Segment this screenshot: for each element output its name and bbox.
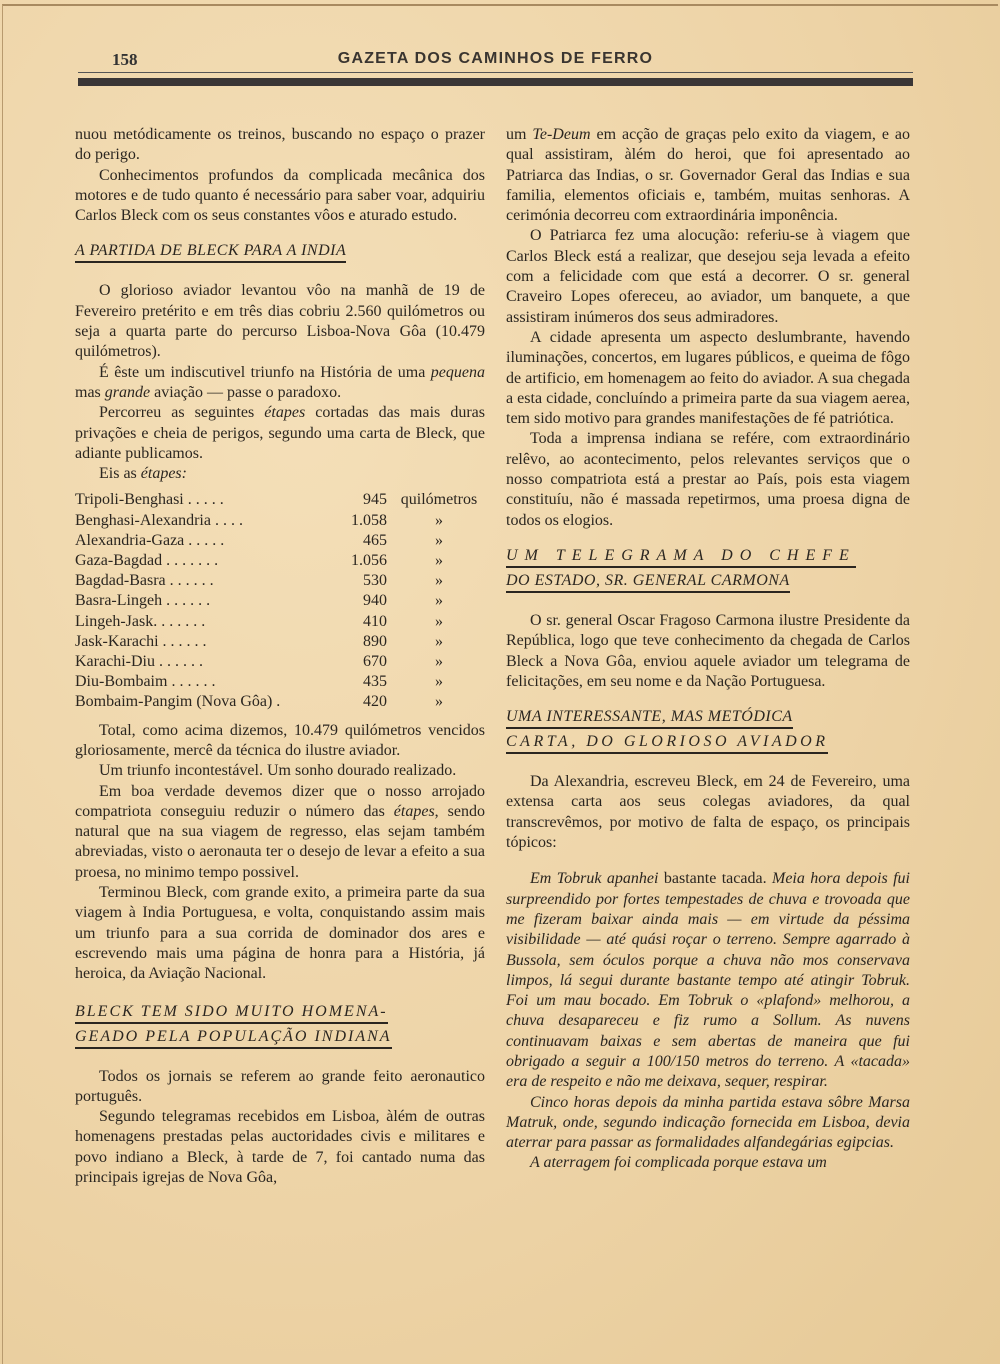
header-rule-thin: [78, 72, 913, 73]
stage-km: 945: [363, 491, 387, 509]
paragraph: [506, 125, 910, 226]
paragraph: Da Alexandria, escreveu Bleck, em 24 de Fevereiro, uma extensa carta aos seus colegas aviadores, da qual transcrevêmos, por motivo de falta de espaço, os principais tópicos:: [506, 773, 910, 852]
text: Em boa verdade devemos dizer que o nosso arrojado compatriota conseguiu reduzir o número das: [75, 782, 485, 820]
page-header: [78, 48, 913, 88]
paragraph: nuou metódicamente os treinos, buscando no espaço o prazer do perigo.: [75, 126, 485, 164]
section-heading-text: GEADO PELA POPULAÇÃO INDIANA: [75, 1026, 392, 1049]
table-row: [75, 672, 485, 692]
stage-route: Tripoli-Benghasi . . . . .: [75, 491, 224, 509]
left-column: [75, 125, 485, 1188]
stage-km: 890: [363, 632, 387, 650]
text: É êste um indiscutivel triunfo na História de uma: [99, 363, 431, 381]
stage-route: Bombaim-Pangim (Nova Gôa) .: [75, 693, 281, 711]
stage-unit: »: [435, 511, 443, 529]
emphasis: Te-Deum: [532, 126, 591, 143]
paragraph: A aterragem foi complicada porque estava um: [530, 1154, 827, 1172]
paragraph: [75, 403, 485, 464]
paragraph: Toda a imprensa indiana se refére, com extraordinário relêvo, ao acontecimento, pelos relevantes serviços que o nosso compatriota está a prestar ao País, pois esta viagem constituíu, não é massada repetirmos, uma proesa digna de todos os elogios.: [506, 430, 910, 529]
table-row: [75, 551, 485, 571]
stages-table: [75, 490, 485, 712]
stage-unit: quilómetros: [400, 491, 478, 509]
stage-km: 465: [363, 531, 387, 549]
stage-unit: »: [435, 552, 443, 570]
stage-route: Benghasi-Alexandria . . . .: [75, 511, 243, 529]
paragraph: O sr. general Oscar Fragoso Carmona ilustre Presidente da República, logo que teve conhecimento da chegada de Carlos Bleck a Nova Gôa, enviou aquele aviador um telegrama de felicitações, em seu nome e da Nação Portuguesa.: [506, 611, 910, 690]
section-heading-text: DO ESTADO, SR. GENERAL CARMONA: [506, 570, 790, 593]
stage-km: 435: [363, 673, 387, 691]
paragraph: Cinco horas depois da minha partida estava sôbre Marsa Matruk, onde, segundo indicação fornecida em Lisboa, devia aterrar para passar as formalidades alfandegárias egipcias.: [506, 1093, 910, 1152]
stage-route: Jask-Karachi . . . . . .: [75, 632, 207, 650]
table-row: [75, 511, 485, 531]
stage-unit: »: [435, 612, 443, 630]
right-column: [506, 125, 910, 1174]
text: Eis as: [99, 465, 141, 483]
section-heading-partida: [75, 240, 485, 263]
text: , sendo natural que na sua viagem de regresso, elas sejam também abreviadas, visto o aeronauta ter o desejo de levar a efeito a sua proesa, no minimo tempo possivel.: [75, 802, 485, 881]
emphasis: grande: [104, 383, 151, 401]
text: cortadas das mais duras privações e cheia de perigos, segundo uma carta de Bleck, que adiante publicamos.: [75, 404, 485, 462]
emphasis: étapes: [264, 404, 306, 422]
stage-unit: »: [435, 693, 443, 711]
stage-km: 420: [363, 693, 387, 711]
letter-excerpt: [506, 869, 910, 1173]
stage-km: 940: [363, 592, 387, 610]
stage-km: 530: [363, 572, 387, 590]
stage-route: Alexandria-Gaza . . . . .: [75, 531, 225, 549]
emphasis: étapes: [393, 802, 435, 820]
text: aviação — passe o paradoxo.: [150, 383, 342, 401]
masthead-title: GAZETA DOS CAMINHOS DE FERRO: [337, 50, 654, 67]
section-heading-text: UM TELEGRAMA DO CHEFE: [506, 545, 856, 568]
stage-route: Gaza-Bagdad . . . . . . .: [75, 552, 219, 570]
section-heading-text: A PARTIDA DE BLECK PARA A INDIA: [75, 240, 346, 263]
paragraph: [75, 464, 485, 484]
table-row: [75, 632, 485, 652]
text: um: [506, 126, 533, 143]
paragraph: [75, 782, 485, 883]
section-heading-homenageado: [75, 1001, 485, 1049]
stage-route: Basra-Lingeh . . . . . .: [75, 592, 211, 610]
stage-unit: »: [435, 572, 443, 590]
stage-route: Lingeh-Jask. . . . . . .: [75, 612, 206, 630]
paragraph: Segundo telegramas recebidos em Lisboa, àlém de outras homenagens prestadas pelas auctoridades civis e militares e povo indiano a Bleck, à tarde de 7, foi cantado numa das principais igrejas de Nova Gôa,: [75, 1108, 485, 1187]
stage-unit: »: [435, 673, 443, 691]
text: mas: [75, 383, 105, 401]
paragraph: Um triunfo incontestável. Um sonho dourado realizado.: [99, 762, 457, 780]
stage-km: 1.058: [351, 511, 387, 529]
stage-unit: »: [435, 531, 443, 549]
paragraph: Todos os jornais se referem ao grande feito aeronautico português.: [75, 1067, 485, 1105]
stage-unit: »: [435, 592, 443, 610]
paragraph: O Patriarca fez uma alocução: referiu-se à viagem que Carlos Bleck está a realizar, que desejou seja levada a efeito com a felicidade com que está a decorrer. O sr. general Craveiro Lopes ofereceu, ao aviador, um banquete, a que assistiram inúmeros dos seus admiradores.: [506, 227, 910, 326]
table-row: [75, 490, 485, 510]
stage-unit: »: [435, 653, 443, 671]
table-row: [75, 652, 485, 672]
stage-km: 1.056: [351, 552, 387, 570]
text: bastante tacada.: [658, 870, 772, 888]
paragraph: [506, 869, 910, 1092]
stage-unit: »: [435, 632, 443, 650]
table-row: [75, 692, 485, 712]
section-heading-text: BLECK TEM SIDO MUITO HOMENA-: [75, 1001, 388, 1024]
emphasis: Meia hora depois fui surpreendido por fortes tempestades de chuva e trovoada que me fizeram baixar ainda mais — em virtude da péssima visibilidade — até quási roçar o terreno. Sempre agarrado à Bussola, sem óculos porque a chuva não mos conservava limpos, lá segui durante bastante tempo até atingir Tobruk. Foi um mau bocado. Em Tobruk o «plafond» melhorou, a chuva desapareceu e fiz rumo a Sollum. As nuvens continuavam baixas e sem abertas de maneira que fui obrigado a seguir a 100/150 metros do terreno. A «tacada» era de respeito e não me deixava, sequer, respirar.: [506, 870, 910, 1091]
table-row: [75, 531, 485, 551]
stage-km: 410: [363, 612, 387, 630]
section-heading-carta: [506, 706, 910, 754]
table-row: [75, 612, 485, 632]
section-heading-telegrama: [506, 545, 910, 593]
stage-route: Karachi-Diu . . . . . .: [75, 653, 203, 671]
header-rule-thick: [78, 78, 913, 86]
emphasis: pequena: [430, 363, 485, 381]
emphasis: étapes:: [140, 465, 187, 483]
stage-route: Bagdad-Basra . . . . . .: [75, 572, 214, 590]
table-row: [75, 571, 485, 591]
paragraph: A cidade apresenta um aspecto deslumbrante, havendo iluminações, concertos, em lugares públicos, e queima de fôgo de artificio, em homenagem ao feito do aviador. A sua chegada a esta cidade, concluíndo a primeira parte da sua viagem aerea, tem sido motivo para grandes manifestações de fé patriótica.: [506, 328, 910, 428]
paragraph: Total, como acima dizemos, 10.479 quilómetros vencidos gloriosamente, mercê da técnica do ilustre aviador.: [75, 721, 485, 759]
text: em acção de graças pelo exito da viagem, e ao qual assistiram, àlém do heroi, que foi apresentado ao Patriarca das Indias, o sr. Governador Geral das Indias e sua familia, elementos oficiais e, também, muitas senhoras. A cerimónia decorreu com extraordinária imponência.: [506, 126, 910, 225]
table-row: [75, 591, 485, 611]
section-heading-text: CARTA, DO GLORIOSO AVIADOR: [506, 731, 828, 754]
emphasis: Em Tobruk apanhei: [530, 870, 659, 888]
section-heading-text: UMA INTERESSANTE, MAS METÓDICA: [506, 706, 793, 729]
text: Percorreu as seguintes: [99, 404, 265, 422]
page-number: 158: [112, 50, 138, 69]
stage-km: 670: [363, 653, 387, 671]
paragraph: Terminou Bleck, com grande exito, a primeira parte da sua viagem à India Portuguesa, e volta, conquistando assim mais um triunfo para a sua corrida de dominador dos ares e escrevendo mais uma página de honra para a História, já heroica, da Aviação Nacional.: [75, 884, 485, 983]
paragraph: O glorioso aviador levantou vôo na manhã de 19 de Fevereiro pretérito e em três dias cobriu 2.560 quilómetros ou seja a quarta parte do percurso Lisboa-Nova Gôa (10.479 quilómetros).: [75, 282, 485, 361]
paragraph: Conhecimentos profundos da complicada mecânica dos motores e de tudo quanto é necessário para saber voar, adquiriu Carlos Bleck com os seus constantes vôos e aturado estudo.: [75, 166, 485, 225]
stage-route: Diu-Bombaim . . . . . .: [75, 673, 216, 691]
paragraph: [75, 363, 485, 404]
